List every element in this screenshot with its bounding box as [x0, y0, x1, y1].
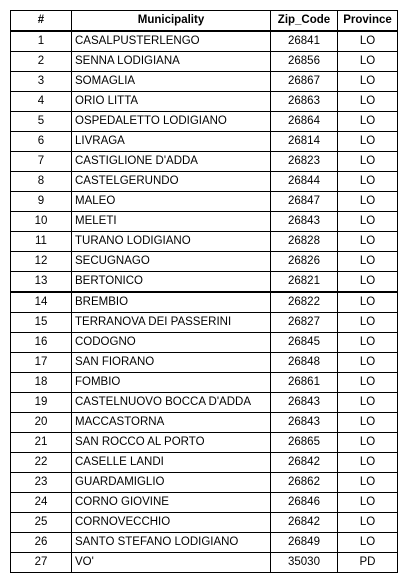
row-index-cell[interactable]: 25: [11, 513, 72, 533]
province-cell[interactable]: LO: [338, 92, 398, 112]
spreadsheet-area: [10, 10, 398, 573]
municipality-cell[interactable]: ORIO LITTA: [72, 92, 271, 112]
table-row: [11, 252, 398, 272]
province-cell[interactable]: LO: [338, 52, 398, 72]
row-index-cell[interactable]: 1: [11, 31, 72, 52]
province-cell[interactable]: LO: [338, 333, 398, 353]
zip-code-cell[interactable]: 26842: [271, 513, 338, 533]
province-cell[interactable]: LO: [338, 353, 398, 373]
row-index-cell[interactable]: 8: [11, 172, 72, 192]
municipality-cell[interactable]: FOMBIO: [72, 373, 271, 393]
province-cell[interactable]: LO: [338, 453, 398, 473]
row-index-cell[interactable]: 9: [11, 192, 72, 212]
table-row: [11, 92, 398, 112]
zip-code-cell[interactable]: 26861: [271, 373, 338, 393]
province-cell[interactable]: LO: [338, 152, 398, 172]
header-municipality[interactable]: Municipality: [72, 11, 271, 32]
row-index-cell[interactable]: 2: [11, 52, 72, 72]
row-index-cell[interactable]: 7: [11, 152, 72, 172]
zip-code-cell[interactable]: 26843: [271, 413, 338, 433]
zip-code-cell[interactable]: 26865: [271, 433, 338, 453]
province-cell[interactable]: LO: [338, 493, 398, 513]
table-row: [11, 212, 398, 232]
zip-code-cell[interactable]: 26849: [271, 533, 338, 553]
municipality-cell[interactable]: SANTO STEFANO LODIGIANO: [72, 533, 271, 553]
table-row: [11, 292, 398, 313]
province-cell[interactable]: LO: [338, 413, 398, 433]
table-row: [11, 31, 398, 52]
municipality-cell[interactable]: SECUGNAGO: [72, 252, 271, 272]
row-index-cell[interactable]: 3: [11, 72, 72, 92]
row-index-cell[interactable]: 4: [11, 92, 72, 112]
zip-code-cell[interactable]: 26844: [271, 172, 338, 192]
province-cell[interactable]: LO: [338, 313, 398, 333]
header-index[interactable]: #: [11, 11, 72, 32]
table-row: [11, 433, 398, 453]
row-index-cell[interactable]: 6: [11, 132, 72, 152]
zip-code-cell[interactable]: 26848: [271, 353, 338, 373]
row-index-cell[interactable]: 15: [11, 313, 72, 333]
zip-code-cell[interactable]: 26867: [271, 72, 338, 92]
row-index-cell[interactable]: 10: [11, 212, 72, 232]
row-index-cell[interactable]: 21: [11, 433, 72, 453]
province-cell[interactable]: LO: [338, 192, 398, 212]
zip-code-cell[interactable]: 26841: [271, 31, 338, 52]
zip-code-cell[interactable]: 35030: [271, 553, 338, 573]
table-row: [11, 393, 398, 413]
province-cell[interactable]: LO: [338, 533, 398, 553]
municipality-cell[interactable]: CASALPUSTERLENGO: [72, 31, 271, 52]
row-index-cell[interactable]: 12: [11, 252, 72, 272]
municipality-cell[interactable]: CASTIGLIONE D'ADDA: [72, 152, 271, 172]
zip-code-cell[interactable]: 26863: [271, 92, 338, 112]
zip-code-cell[interactable]: 26823: [271, 152, 338, 172]
province-cell[interactable]: LO: [338, 172, 398, 192]
zip-code-cell[interactable]: 26845: [271, 333, 338, 353]
row-index-cell[interactable]: 18: [11, 373, 72, 393]
row-index-cell[interactable]: 13: [11, 272, 72, 293]
municipality-cell[interactable]: GUARDAMIGLIO: [72, 473, 271, 493]
table-row: [11, 473, 398, 493]
zip-code-cell[interactable]: 26814: [271, 132, 338, 152]
province-cell[interactable]: LO: [338, 393, 398, 413]
province-cell[interactable]: LO: [338, 473, 398, 493]
table-row: [11, 533, 398, 553]
zip-code-cell[interactable]: 26843: [271, 393, 338, 413]
table-row: [11, 353, 398, 373]
table-row: [11, 553, 398, 573]
province-cell[interactable]: LO: [338, 272, 398, 293]
table-row: [11, 373, 398, 393]
province-cell[interactable]: LO: [338, 31, 398, 52]
province-cell[interactable]: PD: [338, 553, 398, 573]
table-row: [11, 313, 398, 333]
municipality-cell[interactable]: CORNOVECCHIO: [72, 513, 271, 533]
municipality-cell[interactable]: BERTONICO: [72, 272, 271, 293]
table-row: [11, 192, 398, 212]
table-row: [11, 112, 398, 132]
zip-code-cell[interactable]: 26862: [271, 473, 338, 493]
municipality-cell[interactable]: SOMAGLIA: [72, 72, 271, 92]
table-row: [11, 52, 398, 72]
zip-code-cell[interactable]: 26828: [271, 232, 338, 252]
municipality-cell[interactable]: CODOGNO: [72, 333, 271, 353]
municipality-cell[interactable]: OSPEDALETTO LODIGIANO: [72, 112, 271, 132]
row-index-cell[interactable]: 22: [11, 453, 72, 473]
municipality-cell[interactable]: TERRANOVA DEI PASSERINI: [72, 313, 271, 333]
zip-code-cell[interactable]: 26856: [271, 52, 338, 72]
municipality-cell[interactable]: CASELLE LANDI: [72, 453, 271, 473]
province-cell[interactable]: LO: [338, 132, 398, 152]
row-index-cell[interactable]: 26: [11, 533, 72, 553]
table-body: [11, 31, 398, 573]
province-cell[interactable]: LO: [338, 212, 398, 232]
header-zip-code[interactable]: Zip_Code: [271, 11, 338, 32]
municipality-cell[interactable]: BREMBIO: [72, 292, 271, 313]
table-row: [11, 72, 398, 92]
municipality-cell[interactable]: SAN FIORANO: [72, 353, 271, 373]
table-row: [11, 172, 398, 192]
municipality-cell[interactable]: CASTELGERUNDO: [72, 172, 271, 192]
header-province[interactable]: Province: [338, 11, 398, 32]
header-row: [11, 11, 398, 32]
zip-code-cell[interactable]: 26822: [271, 292, 338, 313]
row-index-cell[interactable]: 16: [11, 333, 72, 353]
municipality-cell[interactable]: MACCASTORNA: [72, 413, 271, 433]
table-row: [11, 493, 398, 513]
row-index-cell[interactable]: 11: [11, 232, 72, 252]
municipality-cell[interactable]: SAN ROCCO AL PORTO: [72, 433, 271, 453]
province-cell[interactable]: LO: [338, 373, 398, 393]
zip-code-cell[interactable]: 26846: [271, 493, 338, 513]
row-index-cell[interactable]: 19: [11, 393, 72, 413]
zip-code-cell[interactable]: 26843: [271, 212, 338, 232]
zip-code-cell[interactable]: 26827: [271, 313, 338, 333]
municipality-cell[interactable]: SENNA LODIGIANA: [72, 52, 271, 72]
province-cell[interactable]: LO: [338, 112, 398, 132]
province-cell[interactable]: LO: [338, 232, 398, 252]
table-row: [11, 513, 398, 533]
province-cell[interactable]: LO: [338, 292, 398, 313]
municipality-cell[interactable]: CASTELNUOVO BOCCA D'ADDA: [72, 393, 271, 413]
row-index-cell[interactable]: 27: [11, 553, 72, 573]
zip-code-cell[interactable]: 26842: [271, 453, 338, 473]
municipality-cell[interactable]: MELETI: [72, 212, 271, 232]
zip-code-cell[interactable]: 26826: [271, 252, 338, 272]
table-row: [11, 413, 398, 433]
row-index-cell[interactable]: 5: [11, 112, 72, 132]
municipality-cell[interactable]: LIVRAGA: [72, 132, 271, 152]
table-row: [11, 152, 398, 172]
row-index-cell[interactable]: 20: [11, 413, 72, 433]
row-index-cell[interactable]: 17: [11, 353, 72, 373]
municipality-cell[interactable]: CORNO GIOVINE: [72, 493, 271, 513]
zip-code-cell[interactable]: 26821: [271, 272, 338, 293]
province-cell[interactable]: LO: [338, 513, 398, 533]
municipality-table: [10, 10, 398, 573]
province-cell[interactable]: LO: [338, 252, 398, 272]
table-row: [11, 132, 398, 152]
row-index-cell[interactable]: 14: [11, 292, 72, 313]
province-cell[interactable]: LO: [338, 433, 398, 453]
table-row: [11, 272, 398, 293]
table-row: [11, 453, 398, 473]
row-index-cell[interactable]: 24: [11, 493, 72, 513]
municipality-cell[interactable]: TURANO LODIGIANO: [72, 232, 271, 252]
province-cell[interactable]: LO: [338, 72, 398, 92]
zip-code-cell[interactable]: 26864: [271, 112, 338, 132]
zip-code-cell[interactable]: 26847: [271, 192, 338, 212]
table-row: [11, 232, 398, 252]
row-index-cell[interactable]: 23: [11, 473, 72, 493]
municipality-cell[interactable]: VO': [72, 553, 271, 573]
municipality-cell[interactable]: MALEO: [72, 192, 271, 212]
table-row: [11, 333, 398, 353]
